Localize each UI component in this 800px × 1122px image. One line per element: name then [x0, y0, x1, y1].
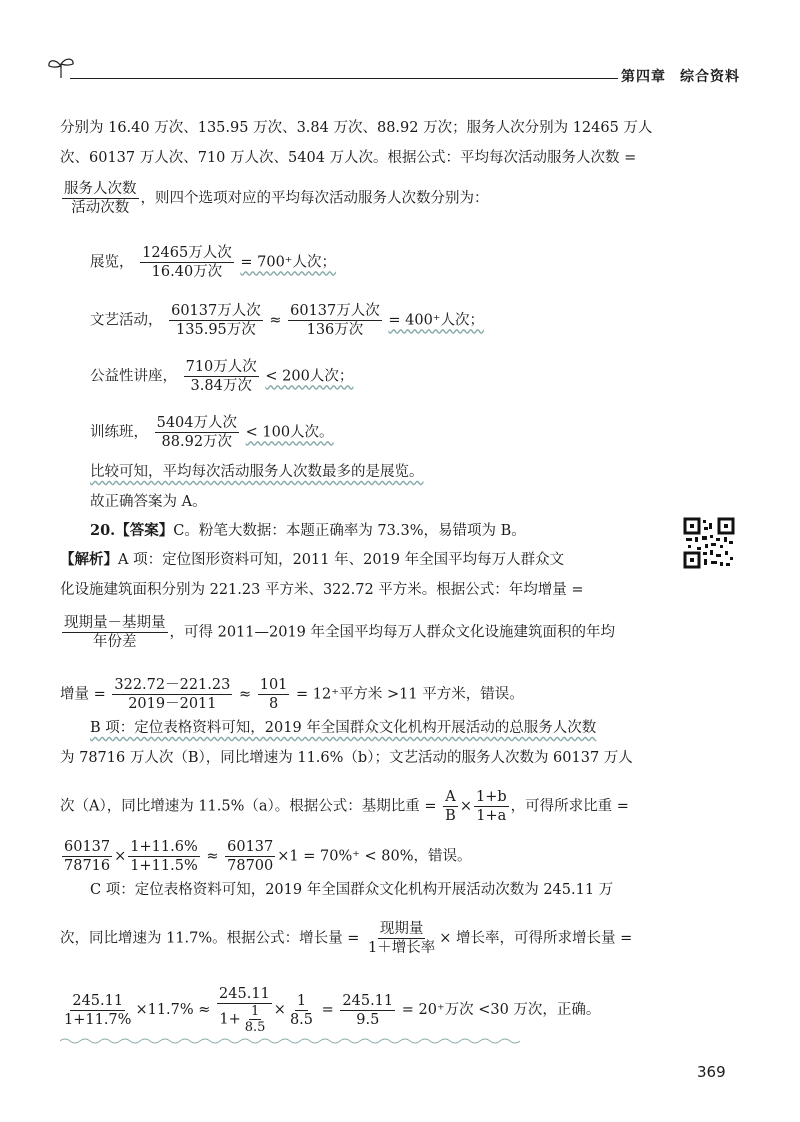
formula-line: 次（A），同比增速为 11.5%（a）。根据公式：基期比重 = $\frac{A}{B}$ × $\frac{1+b}{1+a}$ ，可得所求比重 = [60, 789, 629, 824]
header-rule [70, 78, 618, 79]
fraction: $\frac{\text{60137万人次}}{\text{136万次}}$ [290, 303, 380, 338]
formula-line: 次，同比增速为 11.7%。根据公式：增长量 = $\frac{\text{现期量}}{\text{1＋增长率}}$ × 增长率，可得所求增长量 = [60, 921, 633, 956]
formula-line: $\frac{\text{服务人次数}}{\text{活动次数}}$ ，则四个选项对应的平均每次活动服务人次数分别为： [64, 181, 489, 216]
fraction: $\frac{60137}{78700}$ [227, 839, 274, 874]
text-line: 为 78716 万人次（B），同比增速为 11.6%（b）；文艺活动的服务人次数为 60137 万人 [60, 750, 633, 766]
fraction: $\frac{\text{服务人次数}}{\text{活动次数}}$ [64, 181, 137, 216]
text-line: B 项：定位表格资料可知，2019 年全国群众文化机构开展活动的总服务人次数 [90, 720, 597, 736]
fraction: $\frac{A}{B}$ [445, 789, 456, 824]
fraction: $\frac{245.11}{1+11.7\%}$ [64, 992, 132, 1028]
fraction: $\frac{1}{8.5}$ [244, 1004, 266, 1035]
fraction: $\frac{\text{710万人次}}{\text{3.84万次}}$ [185, 359, 257, 394]
fraction: 245.11 1+ $\frac{1}{8.5}$ [219, 986, 270, 1035]
formula-art: 文艺活动， $\frac{\text{60137万人次}}{\text{135.95万次}}$ ≈ $\frac{\text{60137万人次}}{\text{136万次}}$ = 400⁺人次； [90, 303, 484, 338]
answer-line: 故正确答案为 A。 [90, 494, 207, 510]
fraction: $\frac{\text{60137万人次}}{\text{135.95万次}}$ [171, 303, 261, 338]
text-line: 化设施建筑面积分别为 221.23 平方米、322.72 平方米。根据公式：年均增量 = [60, 582, 584, 598]
fraction: $\frac{\text{现期量－基期量}}{\text{年份差}}$ [64, 615, 166, 650]
page-number: 369 [697, 1063, 726, 1081]
fraction: $\frac{\text{12465万人次}}{\text{16.40万次}}$ [142, 245, 232, 280]
fraction: $\frac{1}{8.5}$ [289, 992, 314, 1028]
fraction: $\frac{\text{5404万人次}}{\text{88.92万次}}$ [156, 415, 238, 450]
text-line: 次、60137 万人次、710 万人次、5404 万人次。根据公式：平均每次活动服务人次数 = [60, 150, 637, 166]
text-line: 分别为 16.40 万次、135.95 万次、3.84 万次、88.92 万次；服务人次分别为 12465 万人 [60, 120, 653, 136]
chapter-title: 第四章 综合资料 [621, 69, 740, 85]
text-line: C 项：定位表格资料可知，2019 年全国群众文化机构开展活动次数为 245.11 万 [90, 882, 614, 898]
formula-lecture: 公益性讲座， $\frac{\text{710万人次}}{\text{3.84万次}}$ < 200人次； [90, 359, 354, 394]
fraction: $\frac{60137}{78716}$ [64, 839, 111, 874]
wavy-underline [60, 1037, 520, 1045]
formula-line: $\frac{245.11}{1+11.7\%}$ ×11.7% ≈ 245.11 1+ $\frac{1}{8.5}$ × $\frac{1}{8.5}$ = $\frac{245.11}{9.5}$ = 20⁺万次 <30 万次，正确。 [64, 986, 601, 1035]
formula-training: 训练班， $\frac{\text{5404万人次}}{\text{88.92万次}}$ < 100人次。 [90, 415, 334, 450]
fraction: $\frac{322.72-221.23}{2019-2011}$ [114, 677, 231, 712]
fraction: $\frac{245.11}{9.5}$ [342, 992, 394, 1028]
formula-exhibition: 展览， $\frac{\text{12465万人次}}{\text{16.40万次}}$ = 700⁺人次； [90, 245, 336, 280]
fraction: $\frac{\text{现期量}}{\text{1＋增长率}}$ [368, 921, 436, 956]
formula-line: $\frac{\text{现期量－基期量}}{\text{年份差}}$ ，可得 2011—2019 年全国平均每万人群众文化设施建筑面积的年均 [64, 615, 616, 650]
page-header [40, 52, 740, 92]
sprout-icon [46, 54, 76, 80]
fraction: $\frac{1+b}{1+a}$ [475, 789, 507, 824]
comparison-line: 比较可知，平均每次活动服务人次数最多的是展览。 [90, 464, 424, 480]
qr-code-icon[interactable] [683, 517, 735, 569]
formula-increment: 增量 = $\frac{322.72-221.23}{2019-2011}$ ≈ $\frac{101}{8}$ = 12⁺平方米 >11 平方米，错误。 [60, 677, 524, 712]
fraction: $\frac{101}{8}$ [259, 677, 288, 712]
analysis-line: 【解析】A 项：定位图形资料可知，2011 年、2019 年全国平均每万人群众文 [60, 551, 565, 568]
fraction: $\frac{1+11.6\%}{1+11.5\%}$ [130, 839, 198, 874]
formula-line: $\frac{60137}{78716}$ × $\frac{1+11.6\%}{1+11.5\%}$ ≈ $\frac{60137}{78700}$ ×1 = 70%⁺ < 80%，错误。 [64, 839, 472, 874]
question-20: 20.【答案】C。粉笔大数据：本题正确率为 73.3%，易错项为 B。 [90, 522, 526, 539]
